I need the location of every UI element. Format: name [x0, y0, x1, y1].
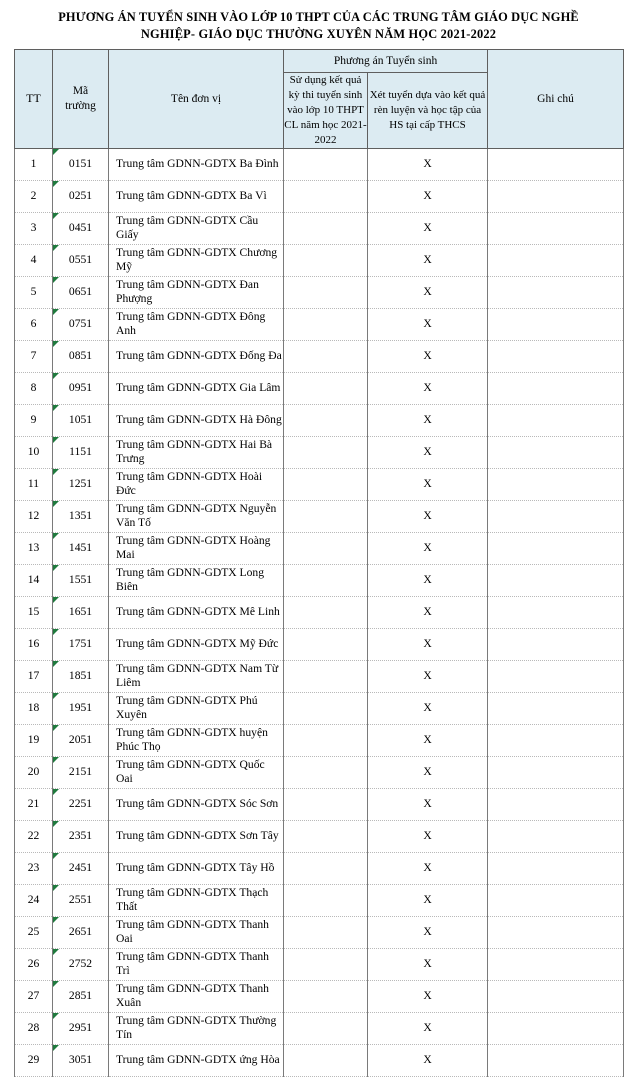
table-row — [15, 308, 624, 340]
cell-su-dung — [284, 212, 368, 244]
cell-su-dung — [284, 340, 368, 372]
cell-ten-don-vi: Trung tâm GDNN-GDTX Mê Linh — [109, 596, 284, 628]
cell-tt: 11 — [15, 468, 53, 500]
cell-su-dung — [284, 660, 368, 692]
table-row — [15, 596, 624, 628]
cell-ma-truong: 0551 — [53, 244, 109, 276]
cell-tt: 2 — [15, 180, 53, 212]
column-header-group-phuong-an: Phương án Tuyển sinh — [284, 50, 488, 73]
cell-ma-truong: 1251 — [53, 468, 109, 500]
cell-su-dung — [284, 724, 368, 756]
text-number-warning-triangle-icon — [53, 853, 59, 859]
cell-ten-don-vi: Trung tâm GDNN-GDTX Gia Lâm — [109, 372, 284, 404]
cell-ma-truong: 1951 — [53, 692, 109, 724]
title-line-2: NGHIỆP- GIÁO DỤC THƯỜNG XUYÊN NĂM HỌC 2021-2022 — [140, 27, 497, 42]
cell-ma-truong: 0851 — [53, 340, 109, 372]
text-number-warning-triangle-icon — [53, 629, 59, 635]
cell-xet-tuyen: X — [368, 660, 488, 692]
cell-su-dung — [284, 596, 368, 628]
cell-tt: 6 — [15, 308, 53, 340]
cell-tt: 24 — [15, 884, 53, 916]
table-row — [15, 532, 624, 564]
text-number-warning-triangle-icon — [53, 277, 59, 283]
cell-su-dung — [284, 852, 368, 884]
cell-ghi-chu — [488, 884, 624, 916]
cell-ten-don-vi: Trung tâm GDNN-GDTX Đống Đa — [109, 340, 284, 372]
cell-ma-truong: 0651 — [53, 276, 109, 308]
table-row — [15, 724, 624, 756]
cell-su-dung — [284, 244, 368, 276]
cell-ghi-chu — [488, 596, 624, 628]
cell-ghi-chu — [488, 628, 624, 660]
text-number-warning-triangle-icon — [53, 341, 59, 347]
cell-xet-tuyen: X — [368, 596, 488, 628]
cell-xet-tuyen: X — [368, 820, 488, 852]
cell-ten-don-vi: Trung tâm GDNN-GDTX Chương Mỹ — [109, 244, 284, 276]
cell-su-dung — [284, 436, 368, 468]
cell-ten-don-vi: Trung tâm GDNN-GDTX Ba Vì — [109, 180, 284, 212]
text-number-warning-triangle-icon — [53, 885, 59, 891]
cell-ma-truong: 2051 — [53, 724, 109, 756]
cell-xet-tuyen: X — [368, 564, 488, 596]
table-row — [15, 628, 624, 660]
cell-tt: 1 — [15, 148, 53, 180]
cell-ma-truong: 1051 — [53, 404, 109, 436]
cell-ghi-chu — [488, 212, 624, 244]
cell-su-dung — [284, 948, 368, 980]
cell-ma-truong: 1751 — [53, 628, 109, 660]
cell-ghi-chu — [488, 468, 624, 500]
table-row — [15, 916, 624, 948]
table-row — [15, 948, 624, 980]
table-row — [15, 564, 624, 596]
cell-xet-tuyen: X — [368, 1012, 488, 1044]
cell-tt: 18 — [15, 692, 53, 724]
cell-su-dung — [284, 148, 368, 180]
cell-ma-truong: 1351 — [53, 500, 109, 532]
cell-su-dung — [284, 532, 368, 564]
cell-ghi-chu — [488, 276, 624, 308]
cell-su-dung — [284, 564, 368, 596]
cell-xet-tuyen: X — [368, 468, 488, 500]
cell-xet-tuyen: X — [368, 1044, 488, 1076]
cell-xet-tuyen: X — [368, 756, 488, 788]
cell-ma-truong: 2551 — [53, 884, 109, 916]
text-number-warning-triangle-icon — [53, 821, 59, 827]
column-header-ten-don-vi: Tên đơn vị — [109, 50, 284, 149]
cell-xet-tuyen: X — [368, 788, 488, 820]
cell-tt: 14 — [15, 564, 53, 596]
cell-su-dung — [284, 788, 368, 820]
cell-ghi-chu — [488, 404, 624, 436]
cell-tt: 26 — [15, 948, 53, 980]
cell-su-dung — [284, 404, 368, 436]
cell-su-dung — [284, 628, 368, 660]
cell-xet-tuyen: X — [368, 148, 488, 180]
table-body — [15, 148, 624, 1076]
cell-su-dung — [284, 468, 368, 500]
cell-su-dung — [284, 916, 368, 948]
table-row — [15, 244, 624, 276]
cell-ma-truong: 2451 — [53, 852, 109, 884]
table-row — [15, 404, 624, 436]
cell-ghi-chu — [488, 916, 624, 948]
cell-xet-tuyen: X — [368, 724, 488, 756]
cell-ten-don-vi: Trung tâm GDNN-GDTX Thạch Thất — [109, 884, 284, 916]
cell-ghi-chu — [488, 660, 624, 692]
cell-tt: 4 — [15, 244, 53, 276]
cell-ma-truong: 0151 — [53, 148, 109, 180]
cell-ghi-chu — [488, 724, 624, 756]
cell-ten-don-vi: Trung tâm GDNN-GDTX Long Biên — [109, 564, 284, 596]
cell-ten-don-vi: Trung tâm GDNN-GDTX Thanh Oai — [109, 916, 284, 948]
table-row — [15, 852, 624, 884]
cell-xet-tuyen: X — [368, 852, 488, 884]
table-row — [15, 1012, 624, 1044]
cell-su-dung — [284, 1044, 368, 1076]
table-row — [15, 500, 624, 532]
cell-ghi-chu — [488, 692, 624, 724]
text-number-warning-triangle-icon — [53, 693, 59, 699]
cell-xet-tuyen: X — [368, 628, 488, 660]
text-number-warning-triangle-icon — [53, 245, 59, 251]
cell-tt: 19 — [15, 724, 53, 756]
cell-su-dung — [284, 372, 368, 404]
cell-ghi-chu — [488, 980, 624, 1012]
cell-su-dung — [284, 980, 368, 1012]
cell-tt: 22 — [15, 820, 53, 852]
cell-ghi-chu — [488, 852, 624, 884]
cell-xet-tuyen: X — [368, 180, 488, 212]
text-number-warning-triangle-icon — [53, 149, 59, 155]
text-number-warning-triangle-icon — [53, 981, 59, 987]
table-row — [15, 180, 624, 212]
cell-ma-truong: 1851 — [53, 660, 109, 692]
cell-ma-truong: 1551 — [53, 564, 109, 596]
ma-truong-line-2: trường — [65, 100, 96, 113]
cell-ma-truong: 1151 — [53, 436, 109, 468]
cell-su-dung — [284, 500, 368, 532]
cell-ten-don-vi: Trung tâm GDNN-GDTX Hoàng Mai — [109, 532, 284, 564]
cell-ma-truong: 1451 — [53, 532, 109, 564]
cell-tt: 27 — [15, 980, 53, 1012]
cell-ghi-chu — [488, 148, 624, 180]
table-row — [15, 212, 624, 244]
cell-ten-don-vi: Trung tâm GDNN-GDTX Hoài Đức — [109, 468, 284, 500]
column-header-ma-truong — [53, 50, 109, 149]
header-row-top — [15, 50, 624, 73]
cell-ten-don-vi: Trung tâm GDNN-GDTX Hà Đông — [109, 404, 284, 436]
cell-xet-tuyen: X — [368, 436, 488, 468]
text-number-warning-triangle-icon — [53, 213, 59, 219]
cell-ghi-chu — [488, 788, 624, 820]
cell-tt: 9 — [15, 404, 53, 436]
cell-tt: 28 — [15, 1012, 53, 1044]
cell-xet-tuyen: X — [368, 404, 488, 436]
cell-su-dung — [284, 308, 368, 340]
cell-xet-tuyen: X — [368, 340, 488, 372]
cell-tt: 13 — [15, 532, 53, 564]
cell-ten-don-vi: Trung tâm GDNN-GDTX Đan Phượng — [109, 276, 284, 308]
cell-su-dung — [284, 180, 368, 212]
cell-xet-tuyen: X — [368, 212, 488, 244]
cell-xet-tuyen: X — [368, 276, 488, 308]
cell-xet-tuyen: X — [368, 884, 488, 916]
text-number-warning-triangle-icon — [53, 405, 59, 411]
column-header-ghi-chu: Ghi chú — [488, 50, 624, 149]
cell-ma-truong: 2951 — [53, 1012, 109, 1044]
cell-tt: 12 — [15, 500, 53, 532]
table-row — [15, 692, 624, 724]
cell-ghi-chu — [488, 1044, 624, 1076]
text-number-warning-triangle-icon — [53, 725, 59, 731]
text-number-warning-triangle-icon — [53, 437, 59, 443]
cell-xet-tuyen: X — [368, 372, 488, 404]
table-row — [15, 468, 624, 500]
text-number-warning-triangle-icon — [53, 949, 59, 955]
cell-ma-truong: 2251 — [53, 788, 109, 820]
cell-ten-don-vi: Trung tâm GDNN-GDTX Đông Anh — [109, 308, 284, 340]
cell-ma-truong: 0951 — [53, 372, 109, 404]
cell-ten-don-vi: Trung tâm GDNN-GDTX Nguyễn Văn Tố — [109, 500, 284, 532]
cell-ma-truong: 0751 — [53, 308, 109, 340]
cell-ten-don-vi: Trung tâm GDNN-GDTX Thanh Xuân — [109, 980, 284, 1012]
cell-tt: 5 — [15, 276, 53, 308]
table-header — [15, 50, 624, 149]
cell-ghi-chu — [488, 1012, 624, 1044]
cell-ten-don-vi: Trung tâm GDNN-GDTX Nam Từ Liêm — [109, 660, 284, 692]
cell-xet-tuyen: X — [368, 980, 488, 1012]
table-row — [15, 820, 624, 852]
cell-xet-tuyen: X — [368, 308, 488, 340]
text-number-warning-triangle-icon — [53, 757, 59, 763]
cell-xet-tuyen: X — [368, 916, 488, 948]
cell-ghi-chu — [488, 340, 624, 372]
text-number-warning-triangle-icon — [53, 597, 59, 603]
admission-plan-table — [14, 49, 624, 1077]
cell-tt: 8 — [15, 372, 53, 404]
cell-su-dung — [284, 1012, 368, 1044]
cell-tt: 15 — [15, 596, 53, 628]
cell-ma-truong: 3051 — [53, 1044, 109, 1076]
cell-ten-don-vi: Trung tâm GDNN-GDTX huyện Phúc Thọ — [109, 724, 284, 756]
cell-tt: 3 — [15, 212, 53, 244]
table-row — [15, 1044, 624, 1076]
table-row — [15, 788, 624, 820]
cell-tt: 7 — [15, 340, 53, 372]
cell-tt: 20 — [15, 756, 53, 788]
table-row — [15, 756, 624, 788]
table-row — [15, 276, 624, 308]
column-header-tt: TT — [15, 50, 53, 149]
cell-ten-don-vi: Trung tâm GDNN-GDTX Quốc Oai — [109, 756, 284, 788]
cell-xet-tuyen: X — [368, 500, 488, 532]
cell-ghi-chu — [488, 564, 624, 596]
cell-ma-truong: 2651 — [53, 916, 109, 948]
cell-ma-truong: 2151 — [53, 756, 109, 788]
cell-ten-don-vi: Trung tâm GDNN-GDTX Thanh Trì — [109, 948, 284, 980]
text-number-warning-triangle-icon — [53, 181, 59, 187]
text-number-warning-triangle-icon — [53, 917, 59, 923]
text-number-warning-triangle-icon — [53, 533, 59, 539]
cell-ten-don-vi: Trung tâm GDNN-GDTX Cầu Giấy — [109, 212, 284, 244]
cell-su-dung — [284, 884, 368, 916]
table-row — [15, 340, 624, 372]
cell-ten-don-vi: Trung tâm GDNN-GDTX Thường Tín — [109, 1012, 284, 1044]
text-number-warning-triangle-icon — [53, 565, 59, 571]
cell-ghi-chu — [488, 372, 624, 404]
text-number-warning-triangle-icon — [53, 373, 59, 379]
cell-tt: 21 — [15, 788, 53, 820]
text-number-warning-triangle-icon — [53, 469, 59, 475]
cell-ten-don-vi: Trung tâm GDNN-GDTX Tây Hồ — [109, 852, 284, 884]
cell-xet-tuyen: X — [368, 532, 488, 564]
cell-ten-don-vi: Trung tâm GDNN-GDTX Sóc Sơn — [109, 788, 284, 820]
cell-ghi-chu — [488, 532, 624, 564]
table-row — [15, 372, 624, 404]
cell-ma-truong: 0251 — [53, 180, 109, 212]
cell-ghi-chu — [488, 308, 624, 340]
cell-tt: 10 — [15, 436, 53, 468]
cell-ghi-chu — [488, 948, 624, 980]
text-number-warning-triangle-icon — [53, 1045, 59, 1051]
cell-tt: 23 — [15, 852, 53, 884]
table-row — [15, 436, 624, 468]
cell-ghi-chu — [488, 180, 624, 212]
page-title — [14, 0, 623, 49]
text-number-warning-triangle-icon — [53, 789, 59, 795]
cell-su-dung — [284, 756, 368, 788]
cell-tt: 25 — [15, 916, 53, 948]
table-row — [15, 660, 624, 692]
cell-ten-don-vi: Trung tâm GDNN-GDTX Ba Đình — [109, 148, 284, 180]
table-row — [15, 980, 624, 1012]
text-number-warning-triangle-icon — [53, 661, 59, 667]
cell-tt: 17 — [15, 660, 53, 692]
cell-ma-truong: 2351 — [53, 820, 109, 852]
text-number-warning-triangle-icon — [53, 309, 59, 315]
cell-su-dung — [284, 820, 368, 852]
table-row — [15, 884, 624, 916]
table-row — [15, 148, 624, 180]
cell-ghi-chu — [488, 436, 624, 468]
cell-ma-truong: 0451 — [53, 212, 109, 244]
ma-truong-line-1: Mã — [72, 84, 89, 97]
title-line-1: PHƯƠNG ÁN TUYỂN SINH VÀO LỚP 10 THPT CỦA CÁC TRUNG TÂM GIÁO DỤC NGHỀ — [58, 10, 579, 24]
column-header-su-dung-ket-qua: Sử dụng kết quả kỳ thi tuyển sinh vào lớp 10 THPT CL năm học 2021-2022 — [284, 73, 368, 149]
cell-ten-don-vi: Trung tâm GDNN-GDTX Sơn Tây — [109, 820, 284, 852]
cell-ghi-chu — [488, 500, 624, 532]
cell-ma-truong: 2851 — [53, 980, 109, 1012]
text-number-warning-triangle-icon — [53, 501, 59, 507]
cell-ten-don-vi: Trung tâm GDNN-GDTX Hai Bà Trưng — [109, 436, 284, 468]
cell-ten-don-vi: Trung tâm GDNN-GDTX Mỹ Đức — [109, 628, 284, 660]
cell-ma-truong: 1651 — [53, 596, 109, 628]
cell-ghi-chu — [488, 820, 624, 852]
cell-ten-don-vi: Trung tâm GDNN-GDTX ứng Hòa — [109, 1044, 284, 1076]
text-number-warning-triangle-icon — [53, 1013, 59, 1019]
cell-su-dung — [284, 692, 368, 724]
cell-ma-truong: 2752 — [53, 948, 109, 980]
column-header-xet-tuyen: Xét tuyển dựa vào kết quả rèn luyện và học tập của HS tại cấp THCS — [368, 73, 488, 149]
cell-ghi-chu — [488, 756, 624, 788]
cell-ten-don-vi: Trung tâm GDNN-GDTX Phú Xuyên — [109, 692, 284, 724]
cell-tt: 16 — [15, 628, 53, 660]
cell-xet-tuyen: X — [368, 692, 488, 724]
cell-xet-tuyen: X — [368, 244, 488, 276]
cell-su-dung — [284, 276, 368, 308]
cell-xet-tuyen: X — [368, 948, 488, 980]
cell-ghi-chu — [488, 244, 624, 276]
cell-tt: 29 — [15, 1044, 53, 1076]
